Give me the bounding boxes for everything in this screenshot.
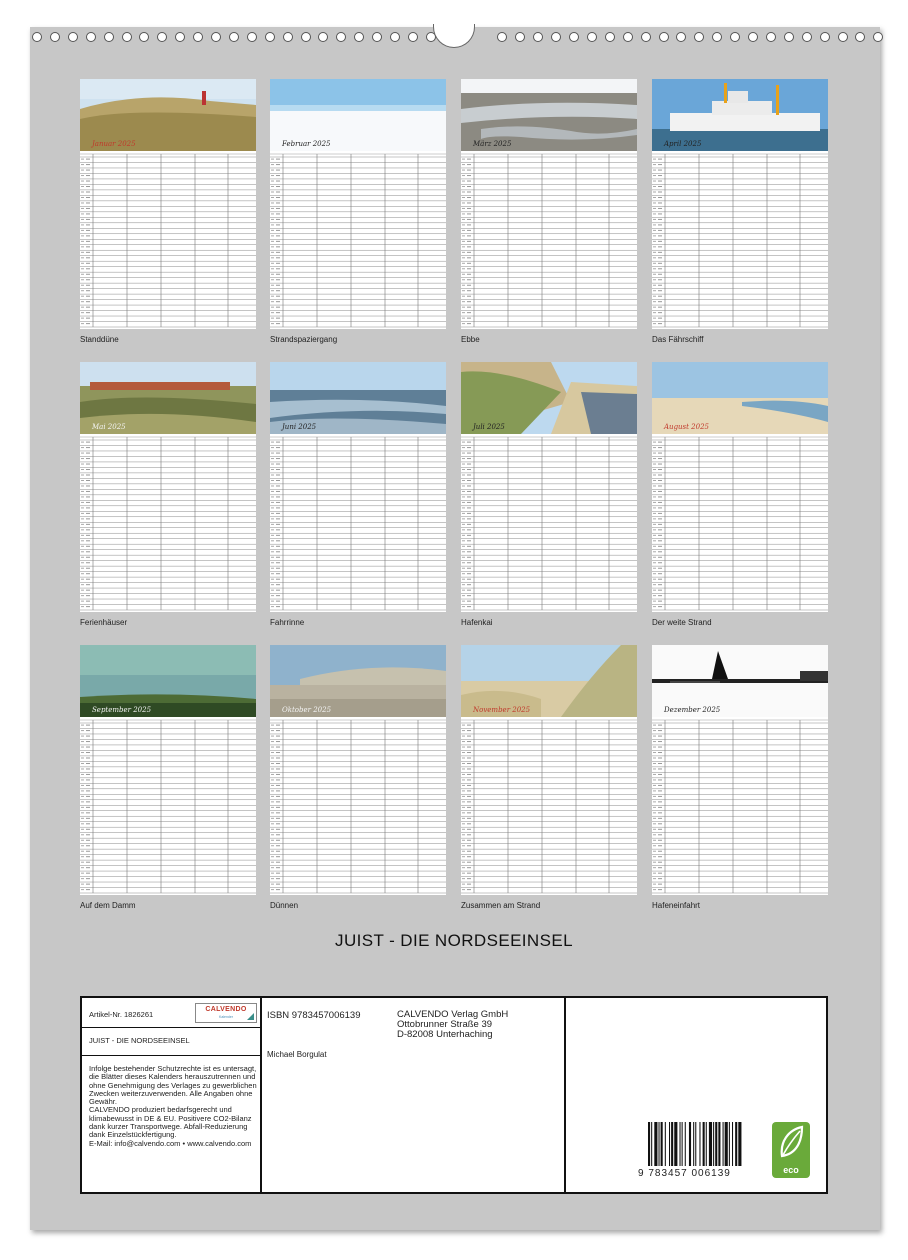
binding-ring <box>587 32 597 42</box>
month-caption: April 2025 <box>664 140 702 148</box>
barcode-digits: 9 783457 006139 <box>638 1168 731 1179</box>
month-block <box>270 645 446 915</box>
barcode <box>638 1120 762 1180</box>
publisher-line: Ottobrunner Straße 39 <box>397 1019 493 1030</box>
planner-grid <box>270 151 446 329</box>
binding-ring <box>802 32 812 42</box>
binding-ring <box>838 32 848 42</box>
binding-ring <box>659 32 669 42</box>
binding-ring <box>784 32 794 42</box>
month-title: Standdüne <box>80 335 119 344</box>
legal-notice <box>89 1065 259 1148</box>
calendar-title: JUIST - DIE NORDSEEINSEL <box>335 931 573 950</box>
month-caption: Oktober 2025 <box>282 706 332 714</box>
binding-ring <box>32 32 42 42</box>
publisher-line: CALVENDO Verlag GmbH <box>397 1009 509 1020</box>
planner-grid <box>80 434 256 612</box>
binding-ring <box>318 32 328 42</box>
month-title: Zusammen am Strand <box>461 901 541 910</box>
binding-ring <box>372 32 382 42</box>
month-block <box>270 362 446 632</box>
logo-text: CALVENDO <box>205 1006 247 1013</box>
binding-ring <box>86 32 96 42</box>
binding-ring <box>211 32 221 42</box>
binding-ring <box>641 32 651 42</box>
planner-grid <box>461 717 637 895</box>
month-block <box>652 79 828 349</box>
month-photo <box>652 645 828 717</box>
month-photo <box>80 362 256 434</box>
planner-grid <box>270 717 446 895</box>
info-column-right <box>568 998 826 1192</box>
month-photo <box>461 362 637 434</box>
publisher-address <box>397 1010 508 1040</box>
month-photo <box>80 645 256 717</box>
article-row <box>82 998 260 1028</box>
binding-ring <box>605 32 615 42</box>
binding-ring <box>104 32 114 42</box>
month-block <box>461 645 637 915</box>
binding-ring <box>139 32 149 42</box>
planner-grid <box>270 434 446 612</box>
binding-ring <box>676 32 686 42</box>
barcode-bars <box>638 1120 762 1168</box>
month-title: Dünnen <box>270 901 299 910</box>
logo-triangle-icon <box>247 1013 254 1020</box>
legal-line: CALVENDO produziert bedarfsgerecht und klimabewusst in DE & EU. Positivere CO2-Bilanz dank kurzer Transportwege. Abfall-Reduzierung dank Einzelstückfertigung. <box>89 1105 252 1140</box>
binding-ring <box>820 32 830 42</box>
info-box <box>80 996 828 1194</box>
binding-ring <box>193 32 203 42</box>
binding-ring <box>873 32 883 42</box>
month-block <box>80 362 256 632</box>
month-title: Ferienhäuser <box>80 618 128 627</box>
month-block <box>80 79 256 349</box>
binding-ring <box>551 32 561 42</box>
binding-ring <box>515 32 525 42</box>
binding-ring <box>390 32 400 42</box>
month-title: Fahrrinne <box>270 618 305 627</box>
binding-ring <box>623 32 633 42</box>
binding-ring <box>175 32 185 42</box>
month-block <box>270 79 446 349</box>
month-caption: November 2025 <box>473 706 531 714</box>
binding-ring <box>301 32 311 42</box>
month-photo <box>270 362 446 434</box>
binding-ring <box>336 32 346 42</box>
info-column-middle <box>264 998 566 1192</box>
planner-grid <box>80 151 256 329</box>
planner-grid <box>652 434 828 612</box>
month-caption: Juni 2025 <box>282 423 317 431</box>
month-caption: Mai 2025 <box>92 423 126 431</box>
month-title: Hafeneinfahrt <box>652 901 701 910</box>
month-title: Auf dem Damm <box>80 901 136 910</box>
month-title: Ebbe <box>461 335 480 344</box>
month-title: Das Fährschiff <box>652 335 704 344</box>
month-photo <box>461 79 637 151</box>
month-caption: Juli 2025 <box>473 423 505 431</box>
binding-ring <box>283 32 293 42</box>
binding-ring <box>694 32 704 42</box>
month-title: Hafenkai <box>461 618 493 627</box>
binding-ring <box>408 32 418 42</box>
legal-line: Infolge bestehender Schutzrechte ist es untersagt, die Blätter dieses Kalenders herauszutrennen und ohne Genehmigung des Verlages zu gewerblichen Zwecken weiterzuverwenden. Alle Angaben ohne Gewähr. <box>89 1064 257 1107</box>
binding-ring <box>68 32 78 42</box>
month-photo <box>80 79 256 151</box>
month-block <box>80 645 256 915</box>
month-block <box>461 79 637 349</box>
product-title: JUIST - DIE NORDSEEINSEL <box>89 1036 190 1045</box>
binding-ring <box>50 32 60 42</box>
month-block <box>652 645 828 915</box>
month-photo <box>652 362 828 434</box>
legal-line: E-Mail: info@calvendo.com • www.calvendo.com <box>89 1138 252 1148</box>
month-block <box>652 362 828 632</box>
product-title-row <box>82 1028 260 1056</box>
binding-ring <box>569 32 579 42</box>
article-number: Artikel-Nr. 1826261 <box>89 1010 154 1019</box>
month-caption: Februar 2025 <box>282 140 331 148</box>
planner-grid <box>461 151 637 329</box>
binding-ring <box>354 32 364 42</box>
month-block <box>461 362 637 632</box>
month-photo <box>461 645 637 717</box>
leaf-icon <box>772 1122 810 1162</box>
isbn: ISBN 9783457006139 <box>267 1010 361 1021</box>
binding-ring <box>855 32 865 42</box>
binding-ring <box>766 32 776 42</box>
month-title: Strandspaziergang <box>270 335 338 344</box>
binding-ring <box>497 32 507 42</box>
month-title: Der weite Strand <box>652 618 712 627</box>
month-caption: Januar 2025 <box>92 140 136 148</box>
eco-label: eco <box>783 1165 799 1175</box>
binding-ring <box>730 32 740 42</box>
planner-grid <box>461 434 637 612</box>
binding-ring <box>712 32 722 42</box>
month-caption: März 2025 <box>473 140 512 148</box>
binding-ring <box>229 32 239 42</box>
binding-ring <box>265 32 275 42</box>
planner-grid <box>80 717 256 895</box>
month-photo <box>270 645 446 717</box>
calvendo-logo <box>195 1003 257 1023</box>
planner-grid <box>652 151 828 329</box>
binding-ring <box>122 32 132 42</box>
logo-subtitle: Kalender <box>218 1015 233 1019</box>
binding-ring <box>748 32 758 42</box>
month-caption: August 2025 <box>664 423 709 431</box>
planner-grid <box>652 717 828 895</box>
month-photo <box>270 79 446 151</box>
author: Michael Borgulat <box>267 1050 327 1059</box>
month-caption: September 2025 <box>92 706 152 714</box>
publisher-line: D-82008 Unterhaching <box>397 1029 493 1040</box>
binding-ring <box>157 32 167 42</box>
info-column-left <box>82 998 262 1192</box>
eco-badge <box>772 1122 810 1178</box>
month-photo <box>652 79 828 151</box>
binding-ring <box>533 32 543 42</box>
binding-ring <box>247 32 257 42</box>
month-caption: Dezember 2025 <box>664 706 721 714</box>
